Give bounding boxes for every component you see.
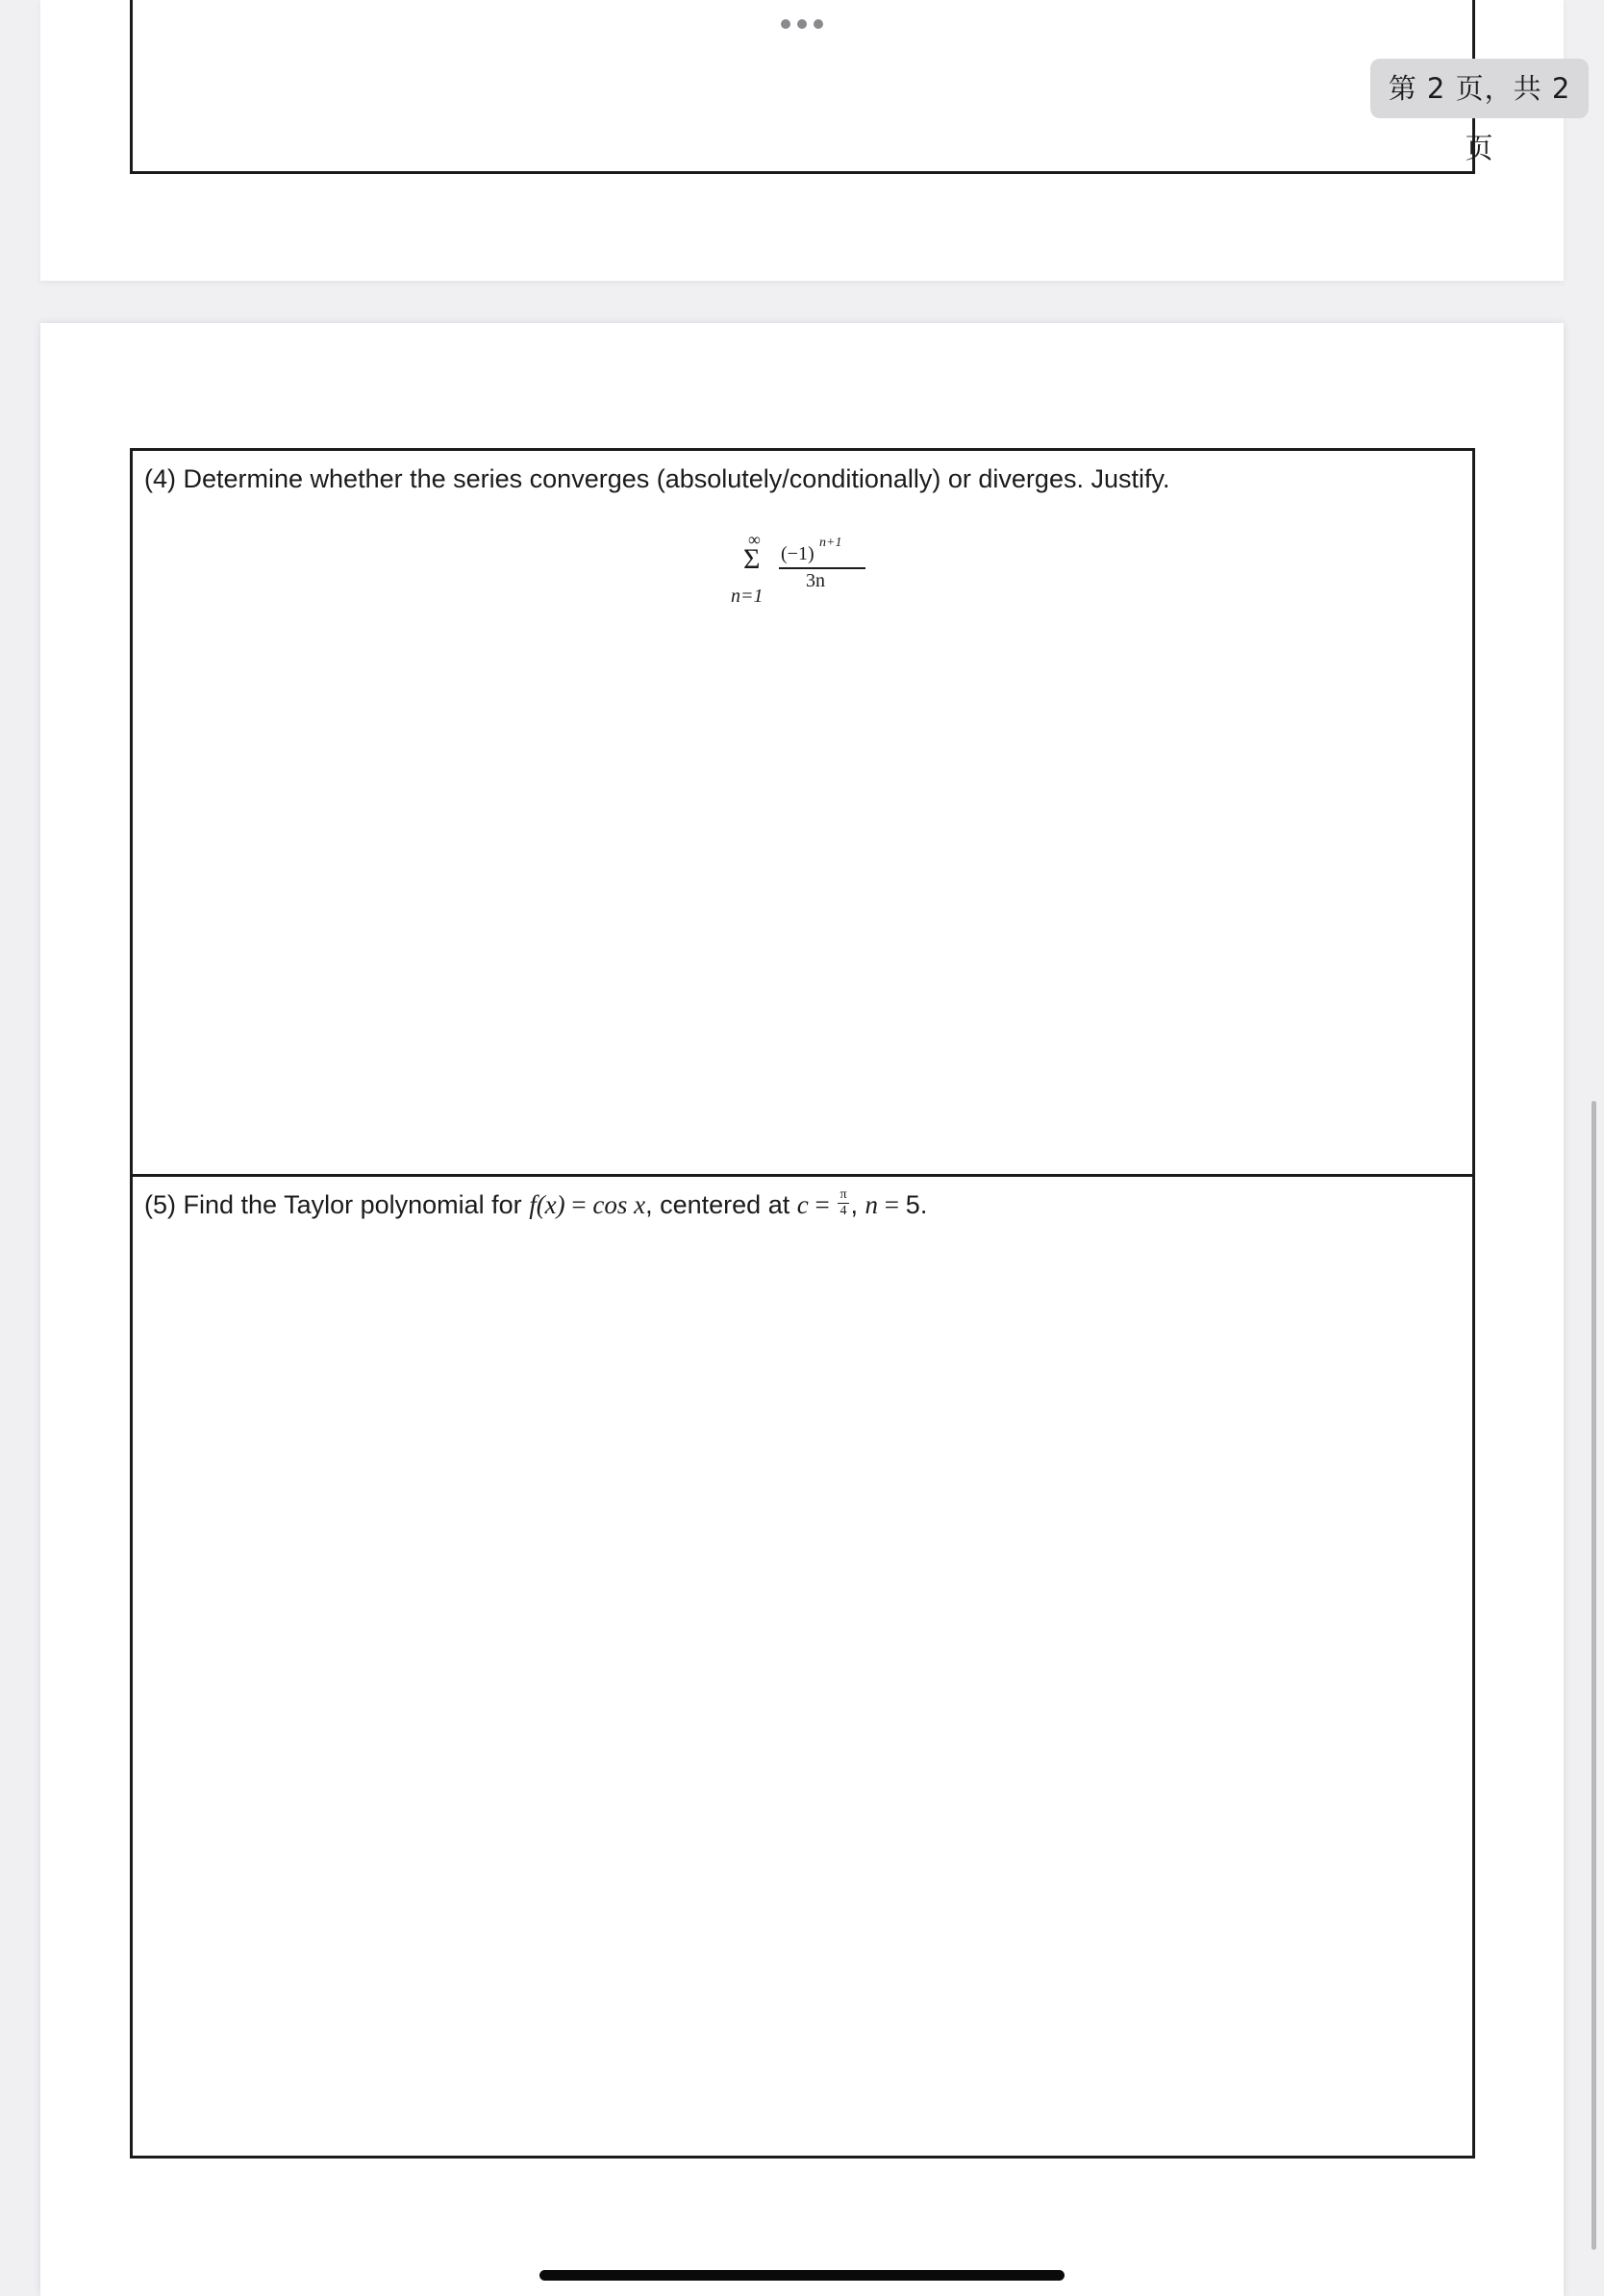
q5-n-equals: = [878, 1190, 906, 1219]
page-indicator: 第 2 页，共 2 页 [1370, 59, 1589, 118]
question-4-text: (4) Determine whether the series converges (absolutely/conditionally) or diverges. Justify. [144, 464, 1170, 493]
question-5-box [130, 1174, 1475, 2159]
sum-lower-limit: n=1 [731, 586, 764, 607]
fraction-numerator: π [840, 1187, 847, 1203]
q5-equals: = [564, 1190, 593, 1219]
q5-prefix: (5) Find the Taylor polynomial for [144, 1190, 530, 1219]
dot [781, 19, 790, 29]
q5-expression: cos x [592, 1190, 646, 1219]
sum-upper-limit: ∞ [748, 530, 761, 549]
q5-c-equals: = [808, 1190, 837, 1219]
home-indicator[interactable] [539, 2270, 1065, 2281]
series-formula [731, 530, 875, 618]
fraction-numerator: (−1) [781, 543, 815, 564]
q5-middle: , centered at [645, 1190, 797, 1219]
ellipsis-icon[interactable] [781, 18, 823, 30]
question-4-box [130, 448, 1475, 1177]
fraction-denominator: 4 [840, 1204, 847, 1219]
numerator-exponent: n+1 [819, 536, 842, 550]
sigma-symbol: Σ [743, 543, 761, 575]
document-page-2 [40, 323, 1564, 2296]
q5-function: f(x) [529, 1190, 565, 1219]
previous-page [40, 0, 1564, 281]
q5-comma: , [850, 1190, 865, 1219]
fraction-bar [779, 567, 865, 569]
dot [797, 19, 807, 29]
question-5-text [144, 1187, 928, 1221]
pi-over-4-fraction [838, 1188, 848, 1218]
dot [814, 19, 823, 29]
q5-c-var: c [796, 1190, 809, 1219]
q5-end: . [919, 1190, 928, 1219]
q5-n-value: 5 [905, 1190, 920, 1219]
vertical-scrollbar[interactable] [1591, 1101, 1596, 2250]
fraction-denominator: 3n [806, 570, 825, 591]
q5-n-var: n [865, 1190, 879, 1219]
